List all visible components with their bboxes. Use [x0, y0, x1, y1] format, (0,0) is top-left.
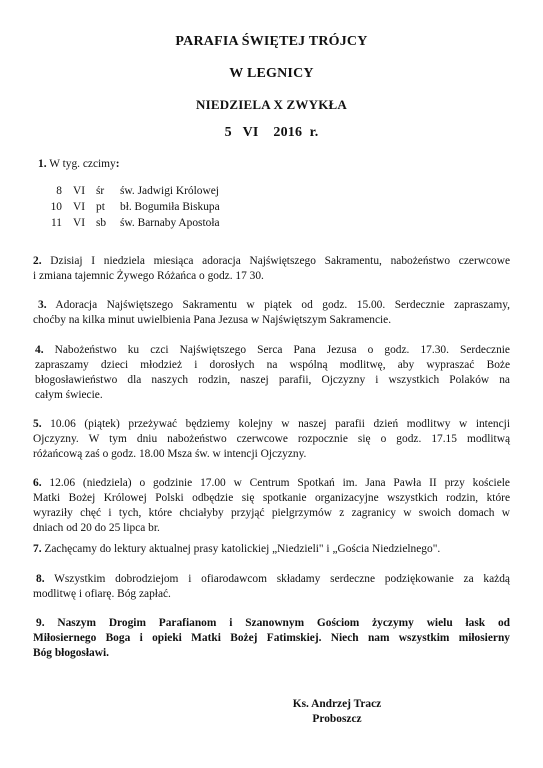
saint-row	[38, 184, 220, 200]
announcement-item-7	[33, 542, 510, 557]
saint-name: bł. Bogumiła Biskupa	[120, 201, 220, 213]
item-1-label: W tyg. czcimy	[49, 158, 116, 170]
item-text: Naszym Drogim Parafianom i Szanownym Gościom życzymy wielu łask od	[57, 617, 510, 629]
item-text: Nabożeństwo ku czci Najświętszego Serca Pana Jezusa o godz. 17.30. Serdecznie	[54, 344, 510, 356]
item-line: Ojczyzny. W tym dniu nabożeństwo czerwcowe rozpocznie się o godz. 17.15 modlitwą	[33, 433, 510, 445]
item-text: 10.06 (piątek) przeżywać będziemy kolejny w naszej parafii dzień modlitwy w intencji	[50, 418, 510, 430]
item-text: Zachęcamy do lektury aktualnej prasy katolickiej „Niedzieli" i „Gościa Niedzielnego".	[44, 543, 441, 555]
item-number: 4.	[35, 344, 44, 356]
saint-name: św. Jadwigi Królowej	[120, 185, 219, 197]
item-number: 8.	[36, 573, 45, 585]
saint-day: 8	[56, 185, 62, 197]
signature-title: Proboszcz	[312, 713, 362, 725]
item-line: dniach od 20 do 25 lipca br.	[33, 522, 160, 534]
item-line: choćby na kilka minut uwielbienia Pana Jezusa w Najświętszym Sakramencie.	[33, 314, 392, 326]
saint-day: 11	[51, 217, 62, 229]
item-number: 9.	[36, 617, 45, 629]
announcement-item-9	[33, 616, 510, 661]
item-text: Wszystkim dobrodziejom i ofiarodawcom składamy serdeczne podziękowanie za każdą	[54, 573, 510, 585]
sunday-name: NIEDZIELA X ZWYKŁA	[196, 97, 347, 112]
item-1-colon: :	[115, 158, 120, 170]
item-line: całym świecie.	[35, 389, 103, 401]
item-text: Adoracja Najświętszego Sakramentu w piątek od godz. 15.00. Serdecznie zapraszamy,	[55, 299, 510, 311]
item-line: Bóg błogosławi.	[33, 647, 109, 659]
item-line: różańcową zaś o godz. 18.00 Msza św. w intencji Ojczyzny.	[33, 448, 307, 460]
item-1-heading	[38, 157, 120, 172]
saint-row	[38, 216, 220, 232]
saint-weekday: śr	[96, 185, 105, 197]
announcement-item-5	[33, 417, 510, 462]
saint-weekday: sb	[96, 217, 107, 229]
saints-list	[38, 184, 220, 232]
parish-title: PARAFIA ŚWIĘTEJ TRÓJCY	[175, 34, 368, 49]
item-line: wyraziły chęć i tych, które chciałyby przyjąć pielgrzymów z zagranicy w swoich domach w	[33, 507, 510, 519]
announcement-item-3	[33, 298, 510, 328]
item-number: 7.	[33, 543, 42, 555]
saint-name: św. Barnaby Apostoła	[120, 217, 220, 229]
saint-row	[38, 200, 220, 216]
item-line: modlitwę i ofiarę. Bóg zapłać.	[33, 588, 171, 600]
item-text: Dzisiaj I niedziela miesiąca adoracja Najświętszego Sakramentu, nabożeństwo czerwcowe	[50, 255, 510, 267]
item-line	[33, 417, 510, 432]
parish-city: W LEGNICY	[229, 66, 314, 81]
item-number: 6.	[33, 477, 42, 489]
item-number: 1.	[38, 158, 47, 170]
item-line	[36, 616, 510, 631]
item-line: Matki Bożej Królowej Polski odbędzie się spotkanie organizacyjne wszystkich rodzin, które	[33, 492, 510, 504]
item-line	[33, 476, 510, 491]
announcement-item-4	[35, 343, 510, 403]
saint-month: VI	[72, 217, 86, 229]
item-number: 5.	[33, 418, 42, 430]
saint-month: VI	[72, 185, 86, 197]
signature-name: Ks. Andrzej Tracz	[292, 698, 382, 710]
signature-block	[282, 697, 392, 727]
item-line	[33, 254, 510, 269]
item-line: błogosławieństwo dla naszych rodzin, naszej parafii, Ojczyzny i wszystkich Polaków na	[35, 374, 510, 386]
item-line	[33, 542, 510, 557]
announcement-item-6	[33, 476, 510, 536]
item-line	[38, 298, 510, 313]
announcement-item-8	[33, 572, 510, 602]
item-text: 12.06 (niedziela) o godzinie 17.00 w Centrum Spotkań im. Jana Pawła II przy kościele	[49, 477, 510, 489]
item-number: 3.	[38, 299, 47, 311]
item-line: i zmiana tajemnic Żywego Różańca o godz. 17 30.	[33, 270, 264, 282]
announcement-item-2	[33, 254, 510, 284]
saint-month: VI	[72, 201, 86, 213]
item-line	[36, 572, 510, 587]
saint-day: 10	[50, 201, 62, 213]
item-line: zapraszamy dzieci młodzież i dorosłych na wspólną modlitwę, aby wypraszać Boże	[35, 359, 510, 371]
item-line: Miłosiernego Boga i opieki Matki Bożej Fatimskiej. Niech nam wszystkim miłosierny	[33, 632, 510, 644]
announcement-date: 5 VI 2016 r.	[224, 125, 319, 140]
item-number: 2.	[33, 255, 42, 267]
saint-weekday: pt	[96, 201, 105, 213]
item-line	[35, 343, 510, 358]
